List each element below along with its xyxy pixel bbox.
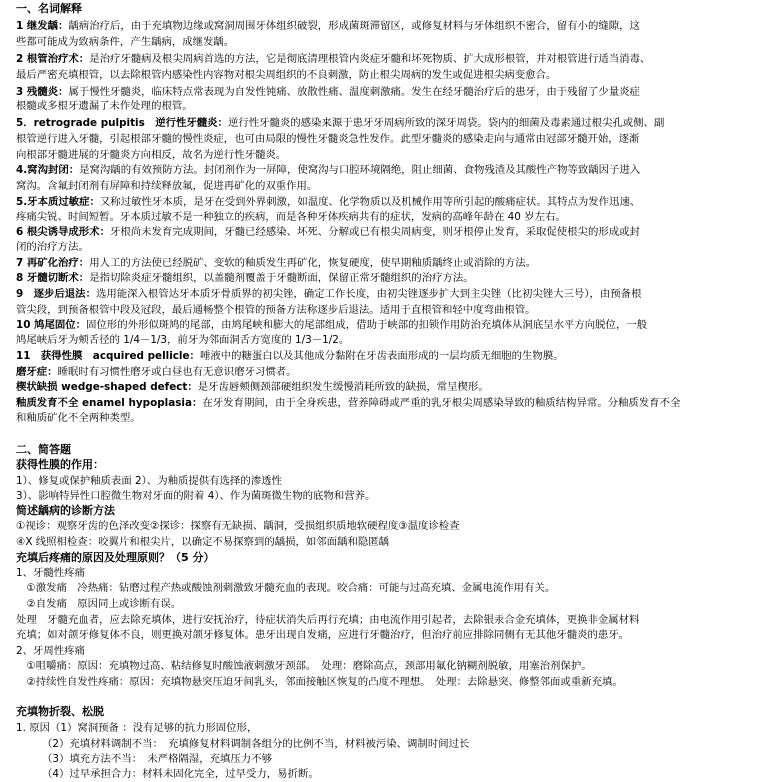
term-secondary-caries: 1 继发龋：龋病治疗后，由于充填物边缘或窝洞周围牙体组织破裂，形成菌斑滞留区，或修复材料与牙体组织不密合，留有小的缝隙，这 xyxy=(16,20,640,32)
caries-diagnosis-line: ①视诊：观察牙齿的色泽改变②探诊：探察有无缺损、龋洞，受损组织质地软硬程度③温度诊检查 xyxy=(16,520,460,532)
post-filling-pain-line: 处理 牙髓充血者，应去除充填体，进行安抚治疗，待症状消失后再行充填；由电流作用引起者，去除银汞合金充填体，更换非金属材料 xyxy=(16,614,640,626)
caries-diagnosis-heading: 简述龋病的诊断方法 xyxy=(16,504,115,517)
filling-fracture-line: （2）充填材料调制不当： 充填修复材料调制各组分的比例不当，材料被污染、调制时间过长 xyxy=(16,738,470,750)
caries-diagnosis-line: ④X 线照相检查：咬翼片和根尖片，以确定不易探察到的龋损，如邻面龋和隐匿龋 xyxy=(16,536,390,548)
post-filling-pain-line: ①咀嚼痛：原因：充填物过高、粘结修复时酸蚀液刺激牙颈部。 处理：磨除高点，颈部用氟化钠糊剂脱敏，用塞治剂保护。 xyxy=(16,660,592,672)
term-line: 窝沟。含氟封闭剂有屏障和持续释放氟，促进再矿化的双重作用。 xyxy=(16,180,318,192)
post-filling-pain-line: 1、牙髓性疼痛 xyxy=(16,567,85,579)
section-title-short-answer: 二、简答题 xyxy=(16,443,71,456)
section-title-terms: 一、名词解释 xyxy=(16,2,82,15)
pellicle-function-line: 3）、影响特异性口腔微生物对牙面的附着 4）、作为菌斑微生物的底物和营养。 xyxy=(16,490,376,502)
term-pit-fissure-sealant: 4.窝沟封闭：是窝沟龋的有效预防方法。封闭剂作为一屏障，使窝沟与口腔环境隔绝，阻止细菌、食物残渣及其酸性产物等致龋因子进入 xyxy=(16,164,641,176)
filling-fracture-heading: 充填物折裂、松脱 xyxy=(16,705,104,718)
pellicle-function-heading: 获得性膜的作用： xyxy=(16,458,104,471)
post-filling-pain-line: 充填；如对颌牙修复体不良，则更换对颌牙修复体。患牙出现自发痛，应进行牙髓治疗，但治疗前应排除同侧有无其他牙髓炎的患牙。 xyxy=(16,629,630,641)
term-line: 根管逆行进入牙髓，引起根部牙髓的慢性炎症，也可由局限的慢性牙髓炎急性发作。此型牙髓炎的感染走向与通常由冠部牙髓开始，逐渐 xyxy=(16,133,640,145)
term-remineralization: 7 再矿化治疗：用人工的方法使已经脱矿、变软的釉质发生再矿化，恢复硬度，使早期釉质龋终止或消除的方法。 xyxy=(16,257,536,269)
term-step-back: 9 逐步后退法：选用能深入根管达牙本质牙骨质界的初尖锉，确定工作长度，由初尖锉逐步扩大到主尖锉（比初尖锉大三号），由预备根 xyxy=(16,288,642,300)
post-filling-pain-line: ①激发痛 冷热痛：钻磨过程产热或酸蚀剂刺激致牙髓充血的表现。咬合痛：可能与过高充填、金属电流作用有关。 xyxy=(16,582,556,594)
filling-fracture-line: （4）过早承担合力：材料未固化完全，过早受力，易折断。 xyxy=(16,768,319,780)
term-dentin-hypersensitivity: 5.牙本质过敏症：又称过敏性牙本质，是牙在受到外界刺激，如温度、化学物质以及机械作用等所引起的酸痛症状。其特点为发作迅速、 xyxy=(16,196,641,208)
term-line: 管尖段，到预备根管中段及冠段，最后通畅整个根管的预备方法称逐步后退法。适用于直根管和轻中度弯曲根管。 xyxy=(16,304,536,316)
term-root-canal: 2 根管治疗术：是治疗牙髓病及根尖周病首选的方法，它是彻底清理根管内炎症牙髓和坏死物质、扩大成形根管，并对根管进行适当消毒、 xyxy=(16,53,651,65)
term-line: 向根部牙髓进展的牙髓炎方向相反，故名为逆行性牙髓炎。 xyxy=(16,149,287,161)
term-retrograde-pulpitis: 5．retrograde pulpitis 逆行性牙髓炎：逆行性牙髓炎的感染来源于患牙牙周病所致的深牙周袋。袋内的细菌及毒素通过根尖孔或侧、副 xyxy=(16,117,665,129)
term-line: 闭的治疗方法。 xyxy=(16,241,89,253)
post-filling-pain-line: ②持续性自发性疼痛：原因：充填物悬突压迫牙间乳头，邻面接触区恢复的凸度不理想。 处理：去除悬突、修整邻面或重新充填。 xyxy=(16,676,623,688)
term-pulpotomy: 8 牙髓切断术：是指切除炎症牙髓组织，以盖髓剂覆盖于牙髓断面，保留正常牙髓组织的治疗方法。 xyxy=(16,272,474,284)
term-line: 疼痛尖锐、时间短暂。牙本质过敏不是一种独立的疾病，而是各种牙体疾病共有的症状，发病的高峰年龄在 40 岁左右。 xyxy=(16,211,566,223)
post-filling-pain-line: ②自发痛 原因同上或诊断有误。 xyxy=(16,598,182,610)
filling-fracture-line: 1. 原因（1）窝洞预备 ：没有足够的抗力形固位形， xyxy=(16,722,258,734)
post-filling-pain-line: 2、牙周性疼痛 xyxy=(16,645,85,657)
term-line: 最后严密充填根管，以去除根管内感染性内容物对根尖周组织的不良刺激，防止根尖周病的发生或促进根尖病变愈合。 xyxy=(16,69,557,81)
term-line: 些都可能成为致病条件，产生龋病，成继发龋。 xyxy=(16,36,235,48)
term-line: 根髓或多根牙遗漏了未作处理的根管。 xyxy=(16,100,193,112)
term-wedge-shaped-defect: 楔状缺损 wedge-shaped defect：是牙齿唇颊侧颈部硬组织发生缓慢消耗所致的缺损，常呈楔形。 xyxy=(16,381,489,393)
pellicle-function-line: 1）、修复或保护釉质表面 2）、为釉质提供有选择的渗透性 xyxy=(16,475,282,487)
term-acquired-pellicle: 11 获得性膜 acquired pellicle：唾液中的糖蛋白以及其他成分黏附在牙齿表面形成的一层均质无细胞的生物膜。 xyxy=(16,350,564,362)
term-bruxism: 磨牙症：睡眠时有习惯性磨牙或白昼也有无意识磨牙习惯者。 xyxy=(16,366,297,378)
post-filling-pain-heading: 充填后疼痛的原因及处理原则？（5 分） xyxy=(16,551,215,564)
term-apexification: 6 根尖诱导成形术：牙根尚未发育完成期间，牙髓已经感染、坏死、分解或已有根尖周病变，则牙根停止发育，采取促使根尖的形成或封 xyxy=(16,226,640,238)
filling-fracture-line: （3）填充方法不当： 未严格隔湿，充填压力不够 xyxy=(16,753,272,765)
term-enamel-hypoplasia: 釉质发育不全 enamel hypoplasia：在牙发育期间，由于全身疾患，营养障碍或严重的乳牙根尖周感染导致的釉质结构异常。分釉质发育不全 xyxy=(16,397,681,409)
term-line: 鸠尾峡后牙为颊舌径的 1/4－1/3，前牙为邻面洞舌方宽度的 1/3－1/2。 xyxy=(16,334,350,346)
term-line: 和釉质矿化不全两种类型。 xyxy=(16,412,141,424)
term-dovetail-retention: 10 鸠尾固位：固位形的外形似斑鸠的尾部，由鸠尾峡和膨大的尾部组成，借助于峡部的扣锁作用防治充填体从洞底呈水平方向脱位，一般 xyxy=(16,319,648,331)
term-residual-pulpitis: 3 残髓炎：属于慢性牙髓炎，临床特点常表现为自发性钝痛、放散性痛、温度刺激痛。发生在经牙髓治疗后的患牙，由于残留了少量炎症 xyxy=(16,86,640,98)
